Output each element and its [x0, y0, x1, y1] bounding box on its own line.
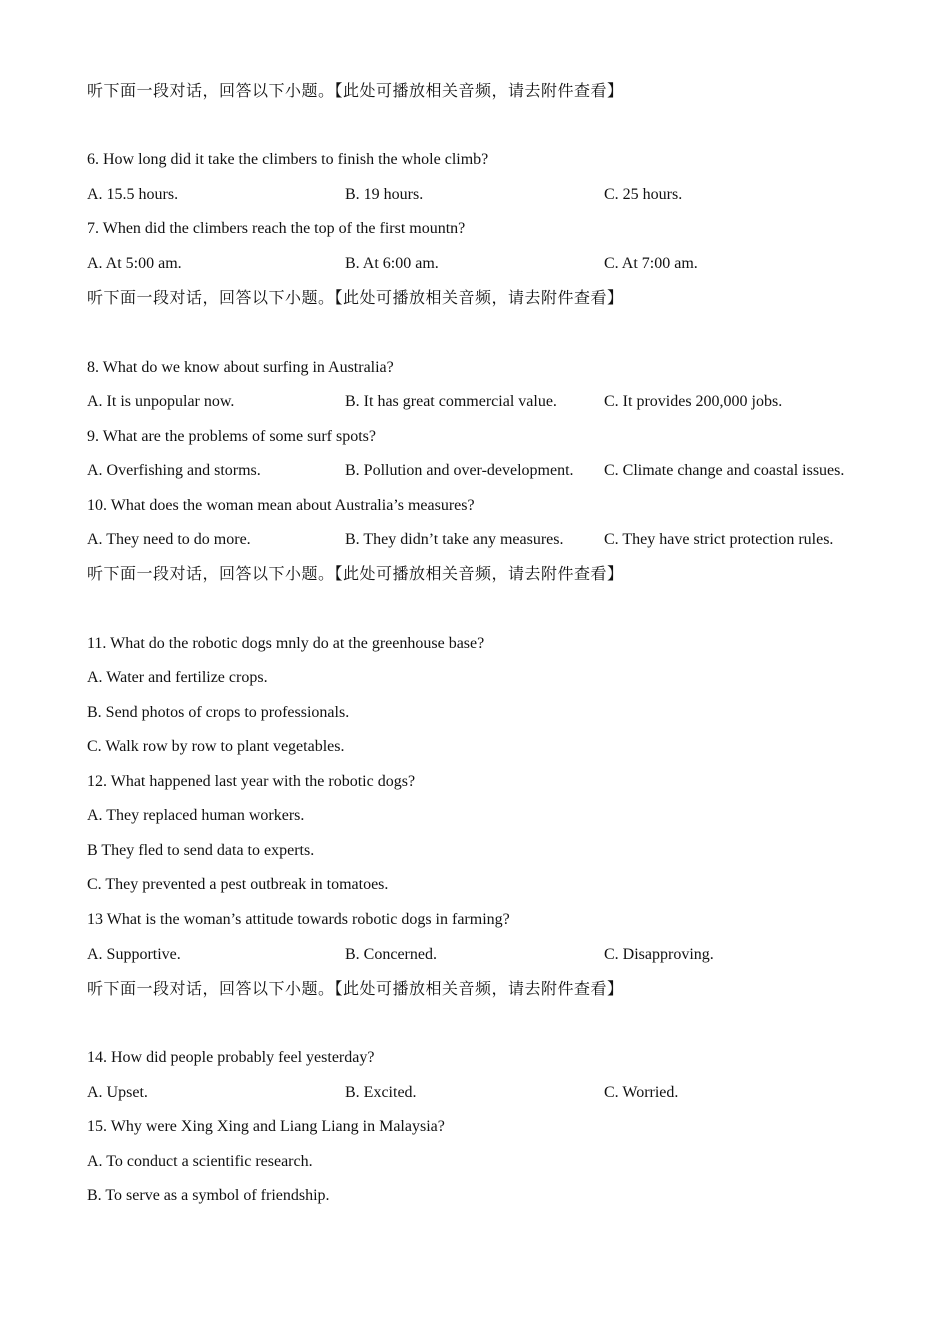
option-b: B. They didn’t take any measures. — [345, 531, 564, 548]
question-stem: 10. What does the woman mean about Australia’s measures? — [87, 497, 475, 514]
question-stem: 11. What do the robotic dogs mnly do at the greenhouse base? — [87, 635, 485, 652]
option-c: C. Walk row by row to plant vegetables. — [87, 738, 345, 755]
question-stem: 14. How did people probably feel yesterday? — [87, 1049, 375, 1066]
question-stem: 9. What are the problems of some surf spots? — [87, 428, 376, 445]
option-row — [87, 1082, 877, 1104]
option-c: C. 25 hours. — [604, 186, 683, 203]
option-c: C. They have strict protection rules. — [604, 531, 834, 548]
option-a: A. They replaced human workers. — [87, 807, 305, 824]
option-a: A. Water and fertilize crops. — [87, 669, 268, 686]
option-a: A. To conduct a scientific research. — [87, 1153, 313, 1170]
question-stem: 13 What is the woman’s attitude towards robotic dogs in farming? — [87, 911, 510, 928]
option-c: C. Worried. — [604, 1084, 679, 1101]
option-b: B. To serve as a symbol of friendship. — [87, 1187, 330, 1204]
section-instruction: 听下面一段对话，回答以下小题。【此处可播放相关音频，请去附件查看】 — [87, 290, 624, 307]
option-b: B. Excited. — [345, 1084, 417, 1101]
option-b: B. Concerned. — [345, 946, 437, 963]
option-a: A. At 5:00 am. — [87, 255, 182, 272]
option-a: A. They need to do more. — [87, 531, 251, 548]
option-b: B. Send photos of crops to professionals. — [87, 704, 350, 721]
option-b: B. Pollution and over-development. — [345, 462, 574, 479]
option-a: A. Supportive. — [87, 946, 181, 963]
option-b: B. It has great commercial value. — [345, 393, 557, 410]
section-instruction: 听下面一段对话，回答以下小题。【此处可播放相关音频，请去附件查看】 — [87, 981, 624, 998]
option-a: A. 15.5 hours. — [87, 186, 179, 203]
question-stem: 15. Why were Xing Xing and Liang Liang in Malaysia? — [87, 1118, 445, 1135]
option-c: C. At 7:00 am. — [604, 255, 698, 272]
option-row — [87, 460, 877, 482]
question-stem: 7. When did the climbers reach the top of the first mountn? — [87, 220, 466, 237]
option-row — [87, 184, 877, 206]
option-row — [87, 944, 877, 966]
section-instruction: 听下面一段对话，回答以下小题。【此处可播放相关音频，请去附件查看】 — [87, 566, 624, 583]
option-row — [87, 253, 877, 275]
section-instruction: 听下面一段对话，回答以下小题。【此处可播放相关音频，请去附件查看】 — [87, 83, 624, 100]
option-c: C. They prevented a pest outbreak in tomatoes. — [87, 876, 389, 893]
option-b: B They fled to send data to experts. — [87, 842, 315, 859]
option-b: B. 19 hours. — [345, 186, 424, 203]
question-stem: 8. What do we know about surfing in Australia? — [87, 359, 394, 376]
option-a: A. Overfishing and storms. — [87, 462, 261, 479]
option-b: B. At 6:00 am. — [345, 255, 439, 272]
option-a: A. Upset. — [87, 1084, 148, 1101]
question-stem: 6. How long did it take the climbers to finish the whole climb? — [87, 151, 489, 168]
option-c: C. It provides 200,000 jobs. — [604, 393, 783, 410]
option-row — [87, 529, 877, 551]
question-stem: 12. What happened last year with the robotic dogs? — [87, 773, 416, 790]
option-c: C. Climate change and coastal issues. — [604, 462, 845, 479]
option-c: C. Disapproving. — [604, 946, 714, 963]
option-a: A. It is unpopular now. — [87, 393, 235, 410]
option-row — [87, 391, 877, 413]
